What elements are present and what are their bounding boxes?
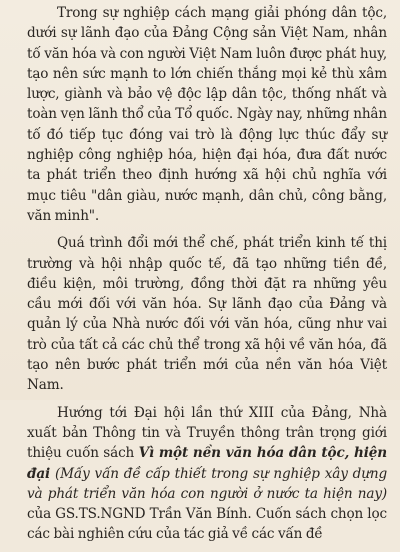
book-title: Vì một nền văn hóa dân tộc, hiện đại xyxy=(27,445,387,482)
body-text xyxy=(27,3,387,552)
book-subtitle: (Mấy vấn đề cấp thiết trong sự nghiệp xây dựng và phát triển văn hóa con người ở nước ta hiện nay) xyxy=(27,465,387,502)
paragraph-3-intro: Hướng tới Đại hội lần thứ XIII của Đảng, Nhà xuất bản Thông tin và Truyền thông trân trọng giới thiệu cuốn sách xyxy=(27,404,387,462)
paragraph-3-outro: của GS.TS.NGND Trần Văn Bính. Cuốn sách chọn lọc các bài nghiên cứu của tác giả về các vấn đề xyxy=(27,506,387,543)
paragraph-3 xyxy=(27,403,387,545)
paragraph-1: Trong sự nghiệp cách mạng giải phóng dân tộc, dưới sự lãnh đạo của Đảng Cộng sản Việt Nam, nhân tố văn hóa và con người Việt Nam luôn được phát huy, tạo nên sức mạnh to lớn chiến thắng mọi kẻ thù xâm lược, giành và bảo vệ độc lập dân tộc, thống nhất và toàn vẹn lãnh thổ của Tổ quốc. Ngày nay, những nhân tố đó tiếp tục đóng vai trò là động lực thúc đẩy sự nghiệp công nghiệp hóa, hiện đại hóa, đưa đất nước ta phát triển theo định hướng xã hội chủ nghĩa với mục tiêu "dân giàu, nước mạnh, dân chủ, công bằng, văn minh". xyxy=(27,5,387,224)
paragraph-2: Quá trình đổi mới thể chế, phát triển kinh tế thị trường và hội nhập quốc tế, đã tạo những tiền đề, điều kiện, môi trường, đồng thời đặt ra những yêu cầu mới đối với văn hóa. Sự lãnh đạo của Đảng và quản lý của Nhà nước đối với văn hóa, cũng như vai trò của tất cả các chủ thể trong xã hội về văn hóa, đã tạo nên bước phát triển mới của nền văn hóa Việt Nam. xyxy=(27,235,387,394)
